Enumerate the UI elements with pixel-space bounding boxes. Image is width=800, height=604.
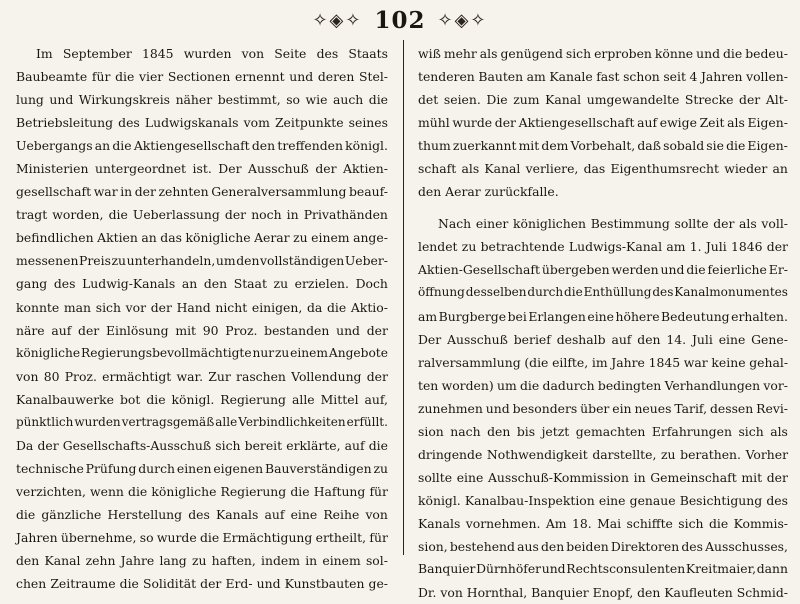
text-line: thum zuerkannt mit dem Vorbehalt, daß sobald sie die Eigen- xyxy=(418,138,788,154)
text-line: Kanalbauwerke bot die königl. Regierung alle Mittel auf, xyxy=(16,391,388,407)
text-line: konnte man sich vor der Hand nicht einigen, da die Aktio- xyxy=(16,299,388,315)
text-line: sion, bestehend aus den beiden Direktoren des Ausschusses, xyxy=(418,538,788,554)
text-line: am Burgberge bei Erlangen eine höhere Bedeutung erhalten. xyxy=(418,308,788,324)
text-line: Dr. von Hornthal, Banquier Enopf, den Kaufleuten Schmid- xyxy=(418,585,788,601)
text-line: Baubeamte für die vier Sectionen ernennt und deren Stel- xyxy=(16,69,388,85)
text-line: lendet zu betrachtende Ludwigs-Kanal am 1. Juli 1846 der xyxy=(418,239,788,255)
page-number: 102 xyxy=(374,6,426,34)
text-line: Ministerien untergeordnet ist. Der Ausschuß der Aktien- xyxy=(16,161,388,177)
text-line: Kanals vornehmen. Am 18. Mai schiffte sich die Kommis- xyxy=(418,515,788,531)
ornament-right-icon: ✧◈✧ xyxy=(437,9,488,31)
text-line: den Aerar zurückfalle. xyxy=(418,184,559,200)
text-line: schaft als Kanal verliere, das Eigenthumsrecht wieder an xyxy=(418,161,788,177)
text-line: befindlichen Aktien an das königliche Aerar zu einem ange- xyxy=(16,230,388,246)
text-line: messenen Preis zu unterhandeln, um den vollständigen Ueber- xyxy=(16,253,388,269)
ornament-left-icon: ✧◈✧ xyxy=(312,9,363,31)
column-divider xyxy=(403,40,404,555)
right-column xyxy=(418,42,788,601)
page-header xyxy=(0,4,800,36)
text-line: Betriebsleitung des Ludwigskanals vom Zeitpunkte seines xyxy=(16,115,388,131)
text-line: verzichten, wenn die königliche Regierung die Haftung für xyxy=(16,483,388,499)
text-line: Banquier Dürnhöfer und Rechtsconsulenten Kreitmaier, dann xyxy=(418,562,788,577)
text-line: det seien. Die zum Kanal umgewandelte Strecke der Alt- xyxy=(418,92,788,108)
text-line: sollte eine Ausschuß-Kommission in Gemeinschaft mit der xyxy=(418,469,788,485)
text-line: den Kanal zehn Jahre lang zu haften, indem in einem sol- xyxy=(16,553,388,569)
text-line: königl. Kanalbau-Inspektion eine genaue Besichtigung des xyxy=(418,492,788,508)
text-line: chen Zeitraume die Solidität der Erd- und Kunstbauten ge- xyxy=(16,576,388,592)
text-line: technische Prüfung durch einen eigenen Bauverständigen zu xyxy=(16,460,388,476)
text-line: Da der Gesellschafts-Ausschuß sich bereit erklärte, auf die xyxy=(16,437,388,453)
text-line: öffnung desselben durch die Enthüllung des Kanalmonumentes xyxy=(418,285,788,300)
text-line: zunehmen und besonders über ein neues Tarif, dessen Revi- xyxy=(418,400,788,416)
text-line: tenderen Bauten am Kanale fast schon seit 4 Jahren vollen- xyxy=(418,69,788,85)
text-line: lung und Wirkungskreis näher bestimmt, so wie auch die xyxy=(16,92,388,108)
text-line: Uebergangs an die Aktiengesellschaft den treffenden königl. xyxy=(16,138,388,154)
text-line: pünktlich wurden vertragsgemäß alle Verbindlichkeiten erfüllt. xyxy=(16,414,388,429)
text-line: tragt worden, die Ueberlassung der noch in Privathänden xyxy=(16,207,388,223)
text-line: die gänzliche Herstellung des Kanals auf eine Reihe von xyxy=(16,506,388,522)
paragraph-gap xyxy=(418,203,788,212)
text-line: Aktien-Gesellschaft übergeben werden und die feierliche Er- xyxy=(418,262,788,278)
text-line: Nach einer königlichen Bestimmung sollte der als voll- xyxy=(438,216,788,232)
text-line: wiß mehr als genügend sich erproben könne und die bedeu- xyxy=(418,46,788,61)
text-line: königliche Regierungsbevollmächtigte nur zu einem Angebote xyxy=(16,345,388,360)
text-line: ten worden) um die dadurch bedingten Verhandlungen vor- xyxy=(418,377,788,393)
text-line: Jahren übernehme, so wurde die Ermächtigung ertheilt, für xyxy=(16,529,388,545)
text-line: Im September 1845 wurden von Seite des Staats xyxy=(36,46,388,61)
text-line: mühl wurde der Aktiengesellschaft auf ewige Zeit als Eigen- xyxy=(418,115,788,131)
text-line: von 80 Proz. ermächtigt war. Zur raschen Vollendung der xyxy=(16,368,388,384)
text-line: sion nach den bis jetzt gemachten Erfahrungen sich als xyxy=(418,423,788,439)
text-line: ralversammlung (die eilfte, im Jahre 1845 war keine gehal- xyxy=(418,354,788,370)
left-column xyxy=(16,42,388,592)
text-line: gesellschaft war in der zehnten Generalversammlung beauf- xyxy=(16,184,388,200)
text-line: gang des Ludwig-Kanals an den Staat zu erzielen. Doch xyxy=(16,276,388,292)
text-line: Der Ausschuß berief deshalb auf den 14. Juli eine Gene- xyxy=(418,331,788,347)
text-line: näre auf der Einlösung mit 90 Proz. bestanden und der xyxy=(16,322,388,338)
text-line: dringende Nothwendigkeit darstellte, zu berathen. Vorher xyxy=(418,446,788,462)
